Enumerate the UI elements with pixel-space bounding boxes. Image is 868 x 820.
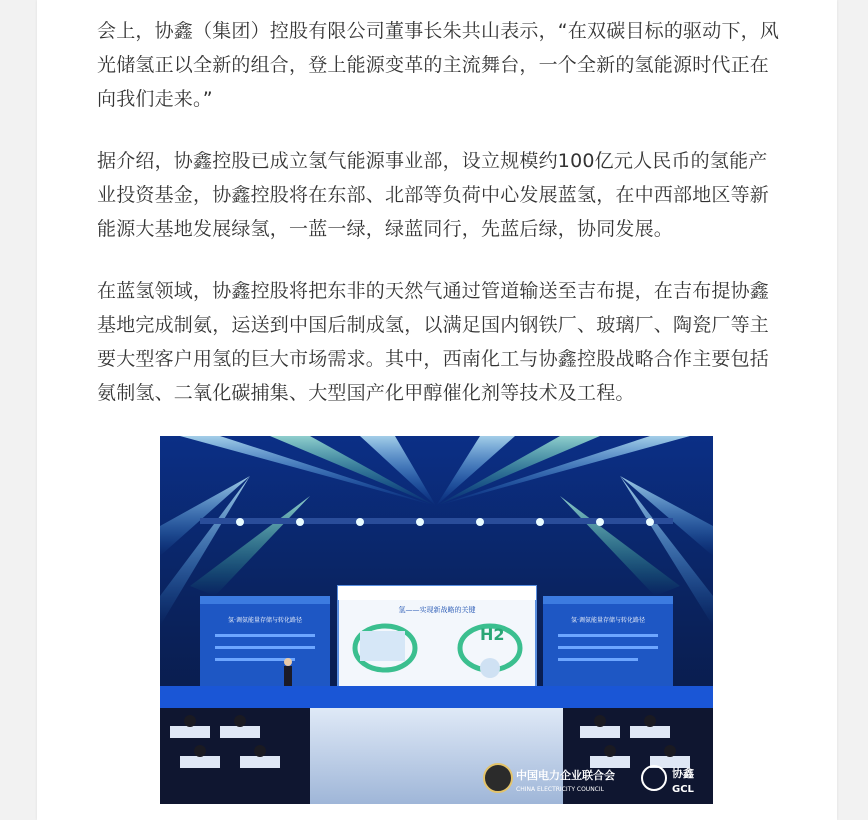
right-panel-title: 氢·调氨能量存储与转化路径 (571, 617, 645, 624)
stage-front (160, 686, 713, 708)
speaker-figure (284, 658, 292, 690)
paragraph-3: 在蓝氢领域，协鑫控股将把东非的天然气通过管道输送至吉布提，在吉布提协鑫基地完成制氨，运送到中国后制成氢，以满足国内钢铁厂、玻璃厂、陶瓷厂等主要大型客户用氢的巨大市场需求。其中，西南化工与协鑫控股战略合作主要包括氨制氢、二氧化碳捕集、大型国产化甲醇催化剂等技术及工程。 (97, 280, 770, 404)
gcl-logo-text-cn: 协鑫 (672, 767, 694, 780)
article-body (97, 14, 781, 438)
cec-emblem-icon (484, 764, 512, 792)
right-side-screen (543, 596, 673, 691)
cec-logo-text: 中国电力企业联合会 (516, 769, 615, 782)
cec-logo-text-en: CHINA ELECTRICITY COUNCIL (516, 786, 604, 793)
paragraph-1: 会上，协鑫（集团）控股有限公司董事长朱共山表示，“在双碳目标的驱动下，风光储氢正以全新的组合，登上能源变革的主流舞台，一个全新的氢能源时代正在向我们走来。” (97, 20, 780, 110)
gcl-logo-text-en: GCL (672, 784, 694, 795)
paragraph-2: 据介绍，协鑫控股已成立氢气能源事业部，设立规模约100亿元人民币的氢能产业投资基金，协鑫控股将在东部、北部等负荷中心发展蓝氢，在中西部地区等新能源大基地发展绿氢，一蓝一绿，绿蓝同行，先蓝后绿，协同发展。 (97, 150, 770, 240)
left-panel-title: 氢·调氨能量存储与转化路径 (228, 617, 302, 624)
center-presentation-screen (338, 586, 536, 698)
screen-heading: 氢——实现新战略的关键 (398, 606, 476, 614)
left-side-screen (200, 596, 330, 691)
conference-stage-photo (160, 436, 713, 804)
screen-h2-symbol: H2 (480, 625, 505, 644)
stage-illustration (160, 436, 713, 804)
